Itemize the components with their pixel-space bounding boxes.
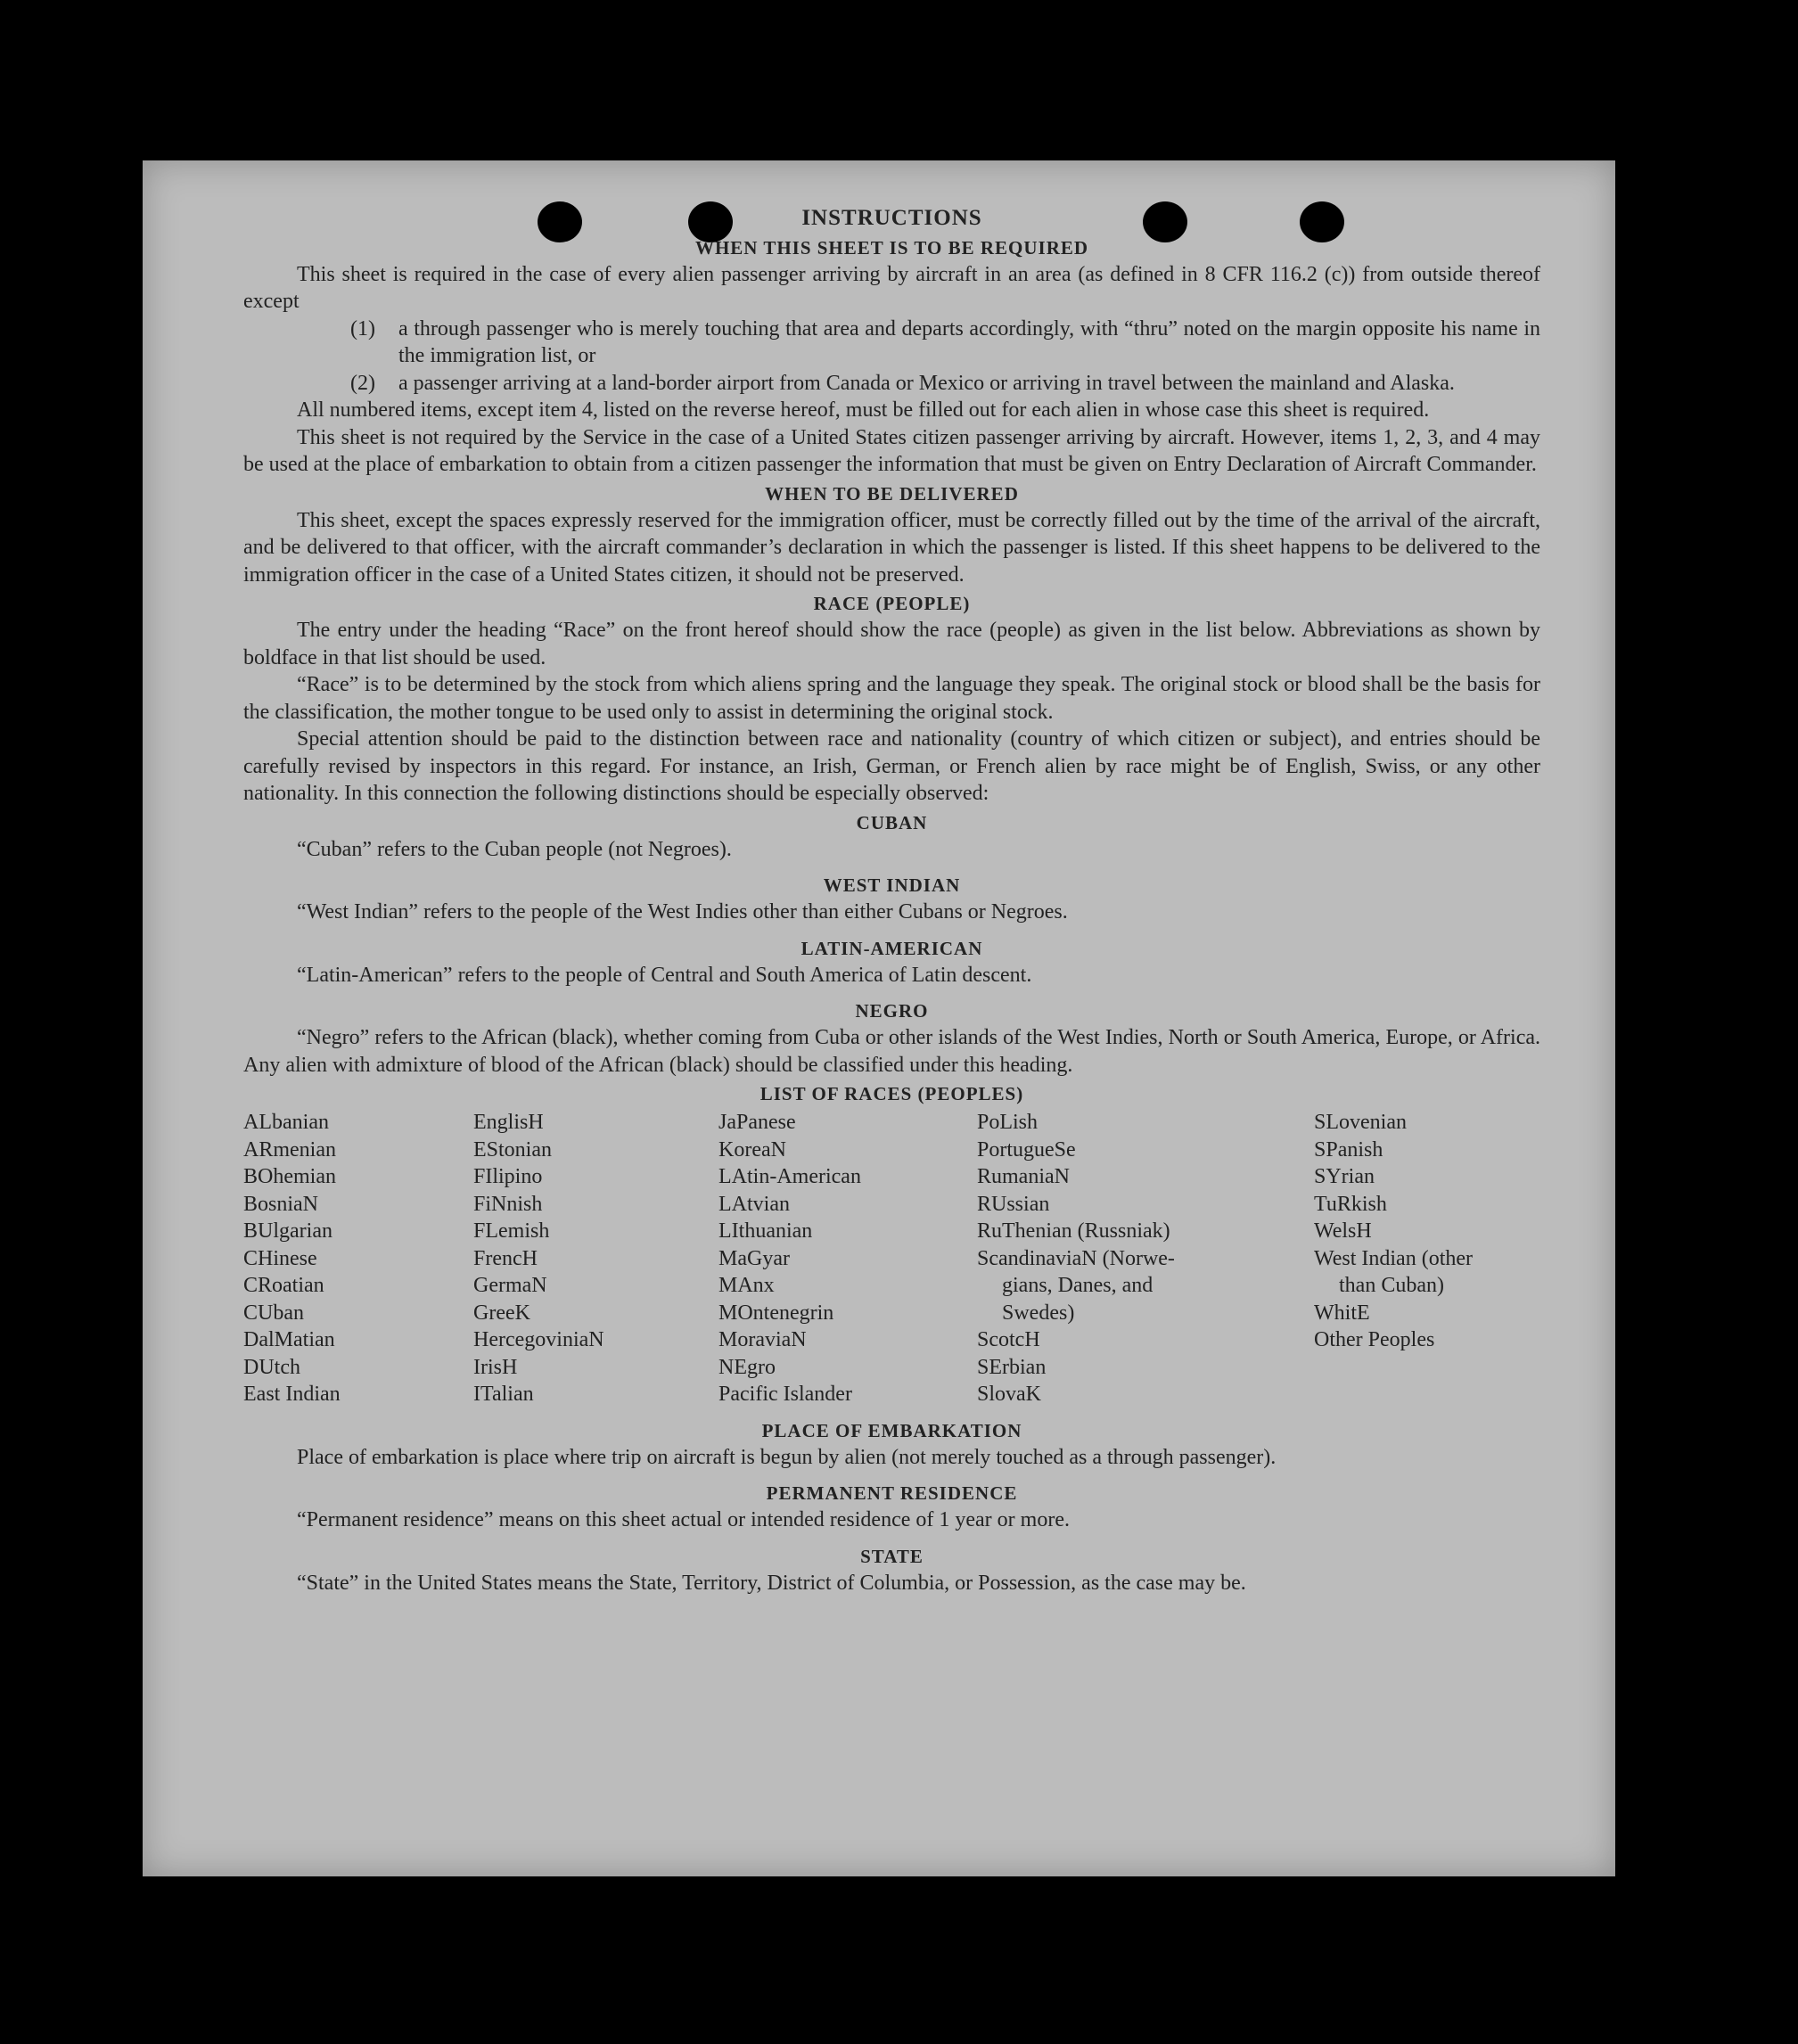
race-column-1	[243, 1109, 473, 1408]
race-item: LAtin-American	[718, 1165, 861, 1188]
race-item: SLovenian	[1314, 1111, 1407, 1134]
race-item: West Indian (other	[1314, 1246, 1474, 1270]
race-item: ScandinaviaN (Norwe-	[977, 1246, 1175, 1270]
race-item: WelsH	[1314, 1219, 1372, 1243]
exception-text: a passenger arriving at a land-border airport from Canada or Mexico or arriving in travel between the mainland and Alaska.	[398, 371, 1455, 395]
heading-state: STATE	[860, 1545, 924, 1567]
race-item: GermaN	[473, 1274, 547, 1297]
race-item: MAnx	[718, 1274, 775, 1297]
exception-item	[350, 370, 1540, 398]
race-item: CHinese	[243, 1246, 317, 1270]
race-item-continued: Swedes)	[1002, 1301, 1075, 1325]
race-item: SlovaK	[977, 1383, 1041, 1406]
race-item: RumaniaN	[977, 1165, 1070, 1188]
race-item: ALbanian	[243, 1111, 329, 1134]
heading-place-of-embarkation: PLACE OF EMBARKATION	[761, 1419, 1022, 1441]
race-item: BosniaN	[243, 1192, 318, 1216]
race-item: DalMatian	[243, 1328, 335, 1351]
race-item: GreeK	[473, 1301, 530, 1325]
race-item-continued: gians, Danes, and	[1002, 1274, 1154, 1297]
west-indian-text: “West Indian” refers to the people of the West Indies other than either Cubans or Negroes.	[297, 900, 1068, 923]
race-item: TuRkish	[1314, 1192, 1387, 1216]
race-list	[243, 1109, 1540, 1408]
page-title: INSTRUCTIONS	[801, 206, 982, 230]
race-item: CRoatian	[243, 1274, 324, 1297]
instructions-content	[243, 205, 1540, 1597]
heading-when-delivered: WHEN TO BE DELIVERED	[765, 482, 1019, 505]
heading-permanent-residence: PERMANENT RESIDENCE	[766, 1482, 1018, 1504]
race-paragraph: The entry under the heading “Race” on the front hereof should show the race (people) as given in the list below. Abbreviations as shown by boldface in that list should be used.	[243, 619, 1540, 669]
race-item: FIlipino	[473, 1165, 543, 1188]
race-paragraph: “Race” is to be determined by the stock from which aliens spring and the language they speak. The original stock or blood shall be the basis for the classification, the mother tongue to be used only to assist in determining the original stock.	[243, 673, 1540, 724]
race-item: ITalian	[473, 1383, 534, 1406]
race-item: ARmenian	[243, 1137, 336, 1162]
race-item: DUtch	[243, 1355, 300, 1379]
heading-negro: NEGRO	[855, 1000, 929, 1022]
race-item: FLemish	[473, 1219, 550, 1243]
heading-race: RACE (PEOPLE)	[813, 593, 971, 614]
negro-text: “Negro” refers to the African (black), whether coming from Cuba or other islands of the West Indies, North or South America, Europe, or Africa. Any alien with admixture of blood of the African (black) should be classified under this heading.	[243, 1026, 1540, 1077]
required-intro: This sheet is required in the case of every alien passenger arriving by aircraft in an area (as defined in 8 CFR 116.2 (c)) from outside thereof except	[243, 262, 1540, 313]
race-item: MOntenegrin	[718, 1301, 834, 1325]
latin-american-text: “Latin-American” refers to the people of Central and South America of Latin descent.	[297, 963, 1032, 987]
exception-item	[350, 316, 1540, 370]
state-text: “State” in the United States means the State, Territory, District of Columbia, or Possession, as the case may be.	[297, 1571, 1246, 1595]
numbered-items-note: All numbered items, except item 4, listed on the reverse hereof, must be filled out for each alien in whose case this sheet is required.	[297, 398, 1430, 422]
race-item: WhitE	[1314, 1301, 1370, 1325]
race-item: HercegoviniaN	[473, 1328, 604, 1351]
race-item: Pacific Islander	[718, 1383, 852, 1406]
race-paragraph: Special attention should be paid to the distinction between race and nationality (country of which citizen or subject), and entries should be carefully revised by inspectors in this regard. For instance, an Irish, German, or French alien by race might be of English, Swiss, or any other nationality. In this connection the following distinctions should be especially observed:	[243, 727, 1540, 805]
race-item: JaPanese	[718, 1111, 796, 1134]
race-item: PoLish	[977, 1111, 1039, 1134]
race-item-continued: than Cuban)	[1339, 1274, 1444, 1297]
cuban-text: “Cuban” refers to the Cuban people (not Negroes).	[297, 837, 732, 861]
race-item: PortugueSe	[977, 1137, 1076, 1162]
race-item: LIthuanian	[718, 1219, 813, 1243]
race-item: CUban	[243, 1301, 304, 1325]
race-item: BOhemian	[243, 1165, 336, 1188]
race-item: KoreaN	[718, 1137, 786, 1162]
embarkation-text: Place of embarkation is place where trip on aircraft is begun by alien (not merely touched as a through passenger).	[297, 1445, 1277, 1469]
race-column-3	[718, 1109, 977, 1408]
exception-text: a through passenger who is merely touching that area and departs accordingly, with “thru” noted on the margin opposite his name in the immigration list, or	[398, 316, 1540, 367]
heading-cuban: CUBAN	[856, 811, 928, 833]
race-item: NEgro	[718, 1355, 776, 1379]
race-item: SPanish	[1314, 1137, 1383, 1162]
race-item: BUlgarian	[243, 1219, 333, 1243]
instruction-sheet	[143, 160, 1615, 1876]
race-item: LAtvian	[718, 1192, 790, 1216]
race-item: EnglisH	[473, 1111, 544, 1134]
heading-list-of-races: LIST OF RACES (PEOPLES)	[759, 1083, 1024, 1104]
race-item: FrencH	[473, 1246, 538, 1270]
delivered-text: This sheet, except the spaces expressly reserved for the immigration officer, must be correctly filled out by the time of the arrival of the aircraft, and be delivered to that officer, with the aircraft commander’s declaration in which the passenger is listed. If this sheet happens to be delivered to the immigration officer in the case of a United States citizen, it should not be preserved.	[243, 508, 1540, 587]
exception-number: (2)	[350, 371, 375, 395]
race-item: MoraviaN	[718, 1328, 807, 1351]
exception-number: (1)	[350, 316, 375, 341]
race-item: RUssian	[977, 1192, 1050, 1216]
race-item: Other Peoples	[1314, 1328, 1435, 1351]
race-item: EStonian	[473, 1137, 552, 1162]
heading-when-required: WHEN THIS SHEET IS TO BE REQUIRED	[694, 236, 1089, 259]
race-item: SYrian	[1314, 1165, 1375, 1188]
heading-west-indian: WEST INDIAN	[823, 874, 961, 896]
residence-text: “Permanent residence” means on this sheet actual or intended residence of 1 year or more.	[297, 1508, 1070, 1531]
race-item: East Indian	[243, 1383, 341, 1406]
race-item: SErbian	[977, 1355, 1047, 1379]
race-item: IrisH	[473, 1355, 518, 1379]
race-item: ScotcH	[977, 1328, 1040, 1351]
citizen-note: This sheet is not required by the Service in the case of a United States citizen passenger arriving by aircraft. However, items 1, 2, 3, and 4 may be used at the place of embarkation to obtain from a citizen passenger the information that must be given on Entry Declaration of Aircraft Commander.	[243, 425, 1540, 476]
race-item: MaGyar	[718, 1246, 790, 1270]
race-item: FiNnish	[473, 1192, 543, 1216]
race-column-5	[1314, 1109, 1540, 1408]
heading-latin-american: LATIN-AMERICAN	[800, 937, 983, 959]
race-column-4	[977, 1109, 1314, 1408]
race-item: RuThenian (Russniak)	[977, 1219, 1170, 1243]
race-column-2	[473, 1109, 718, 1408]
